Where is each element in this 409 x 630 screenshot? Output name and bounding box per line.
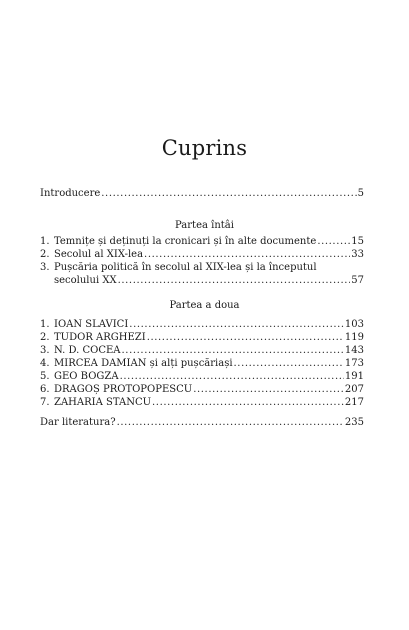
dot-leader [120, 370, 344, 383]
page-title: Cuprins [161, 136, 248, 160]
toc-page-number: 5 [357, 188, 364, 199]
toc-entry-number: 1. [40, 236, 50, 247]
dot-leader [117, 416, 344, 429]
toc-entry-number: 1. [40, 319, 50, 330]
toc-entry-number: 4. [40, 358, 50, 369]
toc-page-number: 15 [351, 236, 364, 247]
toc-page-number: 217 [344, 397, 364, 408]
dot-leader [144, 248, 350, 261]
dot-leader [193, 383, 344, 396]
section-heading-part1: Partea întâi [175, 220, 234, 231]
dot-leader [118, 274, 351, 287]
toc-entry-continuation [40, 274, 364, 287]
toc-entry-label: Dar literatura? [40, 417, 116, 428]
toc-entry-title: IOAN SLAVICI [54, 319, 129, 330]
toc-entry-number: 3. [40, 345, 50, 356]
toc-entry-label: Introducere [40, 188, 101, 199]
dot-leader [152, 396, 344, 409]
toc-page-number: 143 [344, 345, 364, 356]
dot-leader [129, 318, 344, 331]
toc-entry-dar-literatura [40, 416, 364, 429]
toc-entry [40, 235, 364, 248]
toc-entry-number: 7. [40, 397, 50, 408]
toc-entry-title: Pușcăria politică în secolul al XIX-lea și la începutul [54, 262, 317, 273]
toc-page-number: 191 [344, 371, 364, 382]
toc-entry-number: 2. [40, 332, 50, 343]
dot-leader [147, 331, 344, 344]
toc-entry-title: DRAGOȘ PROTOPOPESCU [54, 384, 193, 395]
toc-list-part2 [40, 318, 364, 409]
dot-leader [317, 235, 350, 248]
toc-entry-title: ZAHARIA STANCU [54, 397, 152, 408]
toc-entry-title: Secolul al XIX-lea [54, 249, 144, 260]
dot-leader [101, 187, 356, 200]
toc-entry [40, 396, 364, 409]
toc-entry [40, 318, 364, 331]
toc-page-number: 235 [344, 417, 364, 428]
toc-entry-title: secolului XX [54, 275, 117, 286]
toc-entry [40, 248, 364, 261]
toc-entry [40, 344, 364, 357]
toc-entry-number: 5. [40, 371, 50, 382]
toc-entry-number: 6. [40, 384, 50, 395]
toc-entry [40, 383, 364, 396]
toc-entry-number: 2. [40, 249, 50, 260]
toc-page-number: 103 [344, 319, 364, 330]
toc-entry-introducere [40, 187, 364, 200]
toc-page-number: 119 [344, 332, 364, 343]
toc-entry-title: N. D. COCEA [54, 345, 121, 356]
dot-leader [122, 344, 344, 357]
toc-entry-number: 3. [40, 262, 50, 273]
toc-page-number: 57 [351, 275, 364, 286]
section-heading-part2: Partea a doua [169, 300, 240, 311]
dot-leader [234, 357, 344, 370]
toc-entry [40, 357, 364, 370]
toc-entry [40, 261, 364, 274]
toc-list-part1 [40, 235, 364, 287]
toc-entry-title: MIRCEA DAMIAN și alți pușcăriași [54, 358, 233, 369]
toc-entry [40, 370, 364, 383]
toc-page-number: 33 [351, 249, 364, 260]
toc-entry-title: GEO BOGZA [54, 371, 119, 382]
toc-page-number: 173 [344, 358, 364, 369]
toc-entry-title: TUDOR ARGHEZI [54, 332, 146, 343]
toc-entry-title: Temnițe și deținuți la cronicari și în alte documente [54, 236, 317, 247]
toc-entry [40, 331, 364, 344]
toc-page-number: 207 [344, 384, 364, 395]
